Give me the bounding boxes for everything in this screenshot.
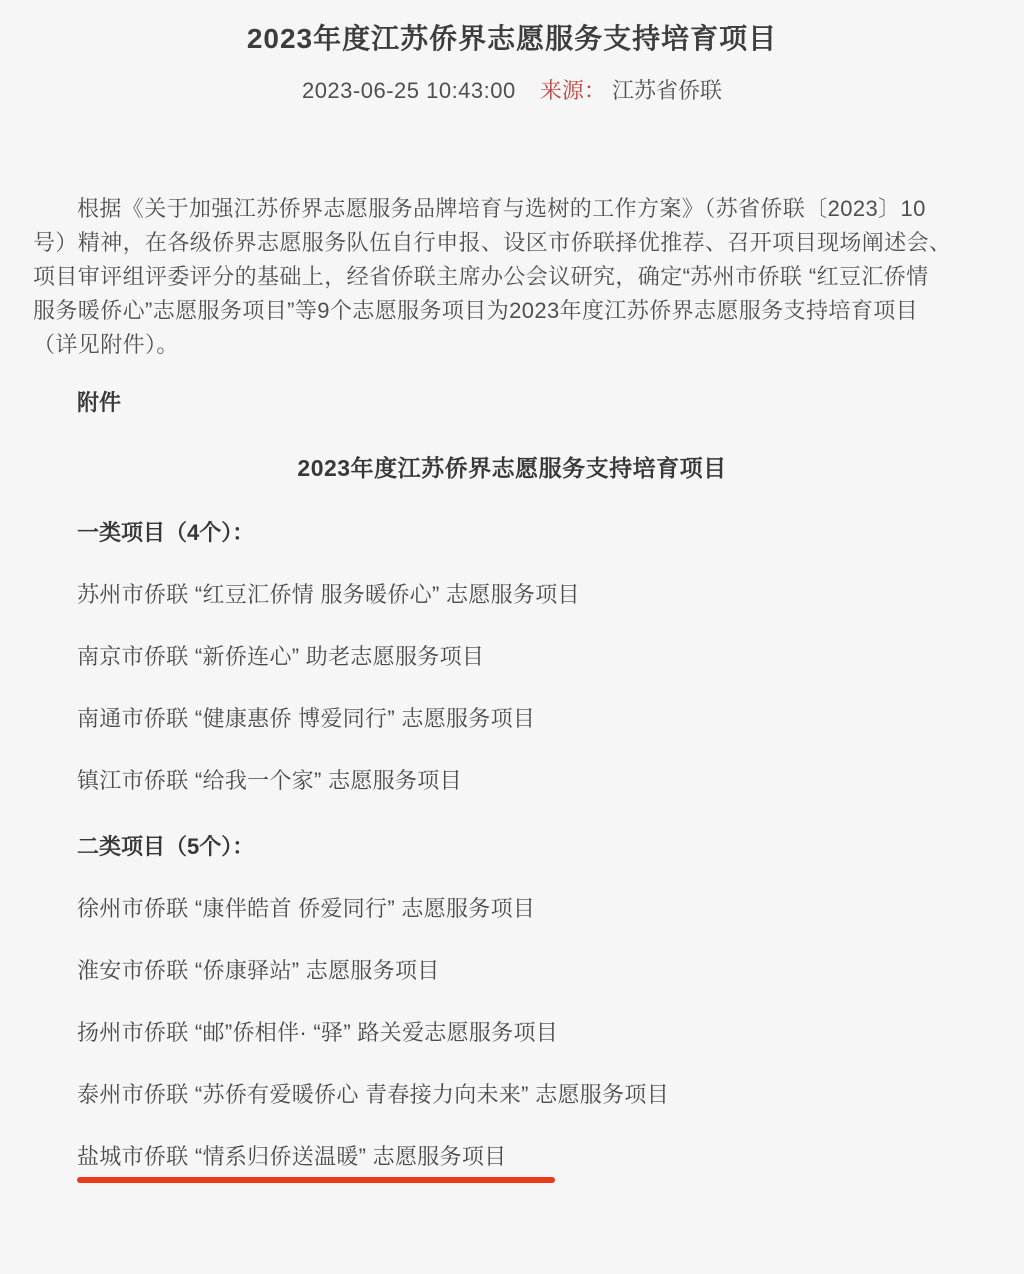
- article-title: 2023年度江苏侨界志愿服务支持培育项目: [246, 23, 778, 54]
- paragraph-line: 服务暖侨心”志愿服务项目”等9个志愿服务项目为2023年度江苏侨界志愿服务支持培育项目: [33, 298, 919, 323]
- section-heading: 二类项目（5个）：: [77, 834, 255, 859]
- source-name: 江苏省侨联: [612, 78, 723, 103]
- project-item-text: 徐州市侨联 “康伴皓首 侨爱同行” 志愿服务项目: [77, 896, 536, 921]
- project-list-item: [77, 1080, 1024, 1110]
- project-item-text: 南通市侨联 “健康惠侨 博爱同行” 志愿服务项目: [77, 706, 536, 731]
- project-list-item: [77, 956, 1024, 986]
- source-label: 来源：: [539, 78, 606, 103]
- paragraph-line: 项目审评组评委评分的基础上，经省侨联主席办公会议研究，确定“苏州市侨联 “红豆汇侨情: [33, 264, 929, 289]
- publish-date: 2023-06-25 10:43:00: [301, 78, 516, 103]
- project-list-item: [77, 894, 1024, 924]
- highlight-underline: [77, 1177, 555, 1183]
- project-sections: [0, 518, 1024, 1183]
- project-list-item: [77, 1018, 1024, 1048]
- project-list-item: [77, 766, 1024, 796]
- project-list-item: [77, 1142, 1024, 1183]
- project-list-item: [77, 704, 1024, 734]
- attachment-title: 2023年度江苏侨界志愿服务支持培育项目: [297, 455, 727, 481]
- attachment-label: 附件: [77, 390, 122, 415]
- project-item-text: 镇江市侨联 “给我一个家” 志愿服务项目: [77, 768, 462, 793]
- article-meta: [0, 76, 1024, 106]
- project-item-text: 盐城市侨联 “情系归侨送温暖” 志愿服务项目: [77, 1144, 507, 1169]
- paragraph-line: 号）精神，在各级侨界志愿服务队伍自行申报、设区市侨联择优推荐、召开项目现场阐述会、: [33, 230, 952, 255]
- project-item-text: 泰州市侨联 “苏侨有爱暖侨心 青春接力向未来” 志愿服务项目: [77, 1082, 669, 1107]
- paragraph-line: （详见附件）。: [33, 332, 179, 357]
- article-page: [0, 22, 1024, 1274]
- project-item-text: 淮安市侨联 “侨康驿站” 志愿服务项目: [77, 958, 440, 983]
- project-item-text: 苏州市侨联 “红豆汇侨情 服务暖侨心” 志愿服务项目: [77, 582, 580, 607]
- project-item-text: 扬州市侨联 “邮”侨相伴· “驿” 路关爱志愿服务项目: [77, 1020, 559, 1045]
- paragraph-line: 根据《关于加强江苏侨界志愿服务品牌培育与选树的工作方案》（苏省侨联〔2023〕10: [77, 196, 926, 221]
- article-paragraph: [0, 192, 1024, 362]
- project-item-text: 南京市侨联 “新侨连心” 助老志愿服务项目: [77, 644, 485, 669]
- section-heading: 一类项目（4个）：: [77, 520, 255, 545]
- project-list-item: [77, 642, 1024, 672]
- project-list-item: [77, 580, 1024, 610]
